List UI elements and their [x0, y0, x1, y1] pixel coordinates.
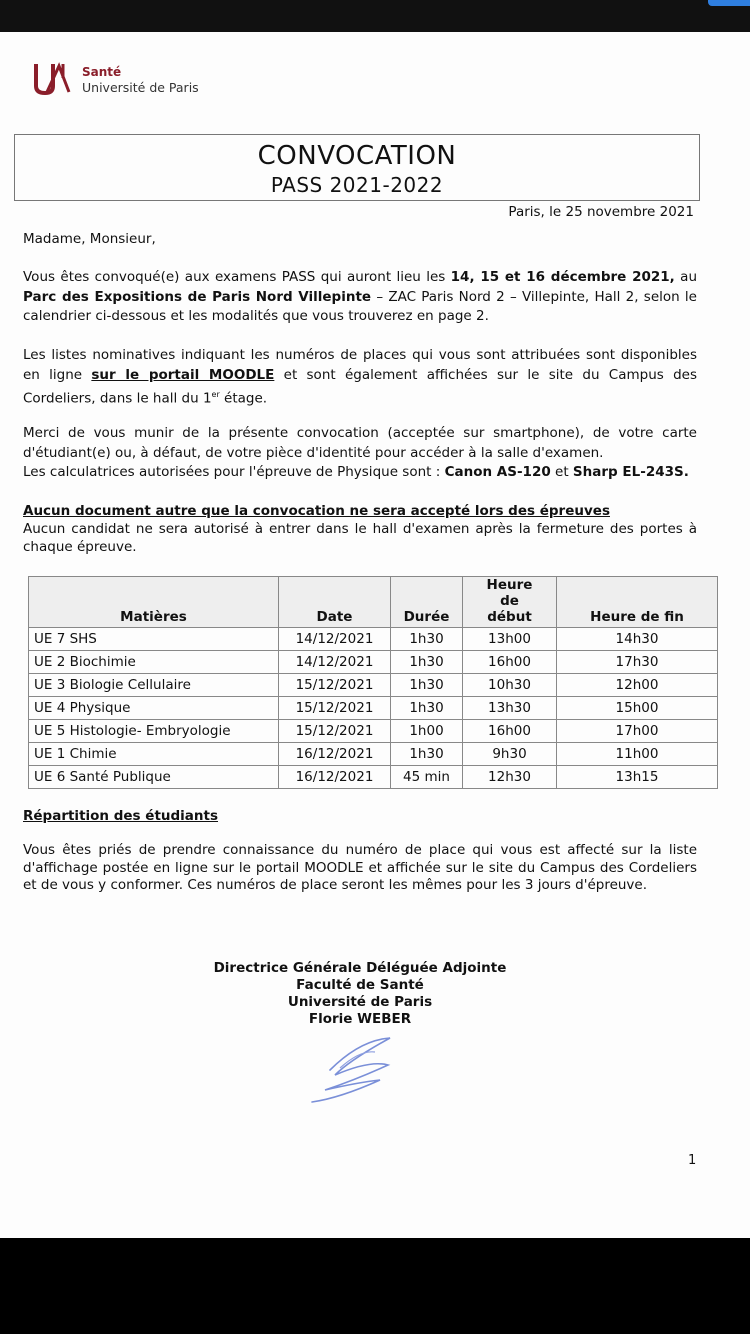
column-header: Heure de fin: [557, 577, 718, 628]
distribution-paragraph: Vous êtes priés de prendre connaissance du numéro de place qui vous est affecté sur la liste d'affichage postée en ligne sur le portail MOODLE et affichée sur le site du Campus des Cordeliers et de vous y conformer. Ces numéros de place seront les mêmes pour les 3 jours d'épreuve.: [23, 842, 697, 893]
table-cell: 17h30: [557, 651, 718, 674]
signatory-faculty: Faculté de Santé: [296, 977, 424, 993]
signatory-university: Université de Paris: [287, 994, 433, 1010]
title-box: [14, 134, 700, 201]
table-cell: 14h30: [557, 628, 718, 651]
text: au: [674, 269, 697, 285]
text: Merci de vous munir de la présente convocation (acceptée sur smartphone), de votre carte d'étudiant(e) ou, à défaut, de votre pièce d'identité pour accéder à la salle d'examen.: [23, 425, 697, 461]
warning-text: Aucun candidat ne sera autorisé à entrer dans le hall d'examen après la fermeture des portes à chaque épreuve.: [23, 521, 697, 555]
table-row: [29, 651, 718, 674]
calculator-1: Canon AS-120: [444, 464, 551, 480]
table-cell: 14/12/2021: [279, 628, 391, 651]
signature-block: [160, 960, 560, 1028]
table-cell: 9h30: [463, 743, 557, 766]
table-row: [29, 674, 718, 697]
date-line: Paris, le 25 novembre 2021: [508, 204, 694, 220]
table-cell: 17h00: [557, 720, 718, 743]
table-cell: UE 1 Chimie: [29, 743, 279, 766]
table-cell: 13h00: [463, 628, 557, 651]
logo-line-university: Université de Paris: [82, 80, 199, 95]
table-cell: UE 5 Histologie- Embryologie: [29, 720, 279, 743]
table-row: [29, 697, 718, 720]
bottom-bar: [0, 1238, 750, 1334]
column-header: Date: [279, 577, 391, 628]
table-cell: 15h00: [557, 697, 718, 720]
table-cell: 13h15: [557, 766, 718, 789]
requirements-paragraph: [23, 424, 697, 483]
exam-venue: Parc des Expositions de Paris Nord Villepinte: [23, 288, 372, 305]
logo-line-sante: Santé: [82, 65, 122, 79]
table-cell: 10h30: [463, 674, 557, 697]
table-row: [29, 743, 718, 766]
table-row: [29, 766, 718, 789]
table-cell: UE 2 Biochimie: [29, 651, 279, 674]
document-subtitle: PASS 2021-2022: [270, 173, 444, 197]
column-header: Matières: [29, 577, 279, 628]
table-cell: 1h30: [391, 743, 463, 766]
text: et: [550, 464, 573, 480]
text: et sont également affichées sur le site du Campus des Cordeliers, dans le hall du 1: [23, 366, 697, 407]
table-row: [29, 720, 718, 743]
table-cell: 16h00: [463, 651, 557, 674]
table-cell: 1h00: [391, 720, 463, 743]
table-cell: 15/12/2021: [279, 697, 391, 720]
table-cell: 16h00: [463, 720, 557, 743]
text: étage.: [219, 390, 268, 407]
table-cell: UE 6 Santé Publique: [29, 766, 279, 789]
university-logo-icon: [33, 60, 73, 96]
moodle-link[interactable]: sur le portail MOODLE: [91, 366, 275, 383]
warning-title: Aucun document autre que la convocation ne sera accepté lors des épreuves: [23, 503, 610, 519]
table-cell: 15/12/2021: [279, 674, 391, 697]
section-title: Répartition des étudiants: [23, 808, 219, 824]
table-cell: 11h00: [557, 743, 718, 766]
table-cell: 13h30: [463, 697, 557, 720]
table-cell: 14/12/2021: [279, 651, 391, 674]
table-cell: 15/12/2021: [279, 720, 391, 743]
warning-block: [23, 502, 697, 556]
table-cell: 16/12/2021: [279, 743, 391, 766]
table-row: [29, 628, 718, 651]
handwritten-signature-icon: [300, 1030, 410, 1110]
status-indicator: [708, 0, 750, 6]
status-bar: [0, 0, 750, 32]
text: – ZAC Paris Nord 2 – Villepinte, Hall 2, selon le calendrier ci-dessous et les modalités que vous trouverez en page 2.: [23, 288, 697, 324]
table-cell: 1h30: [391, 674, 463, 697]
table-cell: 16/12/2021: [279, 766, 391, 789]
salutation: Madame, Monsieur,: [23, 231, 156, 247]
text: Vous êtes convoqué(e) aux examens PASS qui auront lieu les: [23, 269, 451, 285]
logo-text: [82, 65, 199, 95]
calculator-2: Sharp EL-243S.: [572, 464, 689, 480]
table-header-row: [29, 577, 718, 628]
table-cell: 1h30: [391, 697, 463, 720]
column-header: Heure de début: [463, 577, 557, 628]
table-cell: UE 7 SHS: [29, 628, 279, 651]
table-cell: 12h00: [557, 674, 718, 697]
table-cell: 45 min: [391, 766, 463, 789]
table-cell: UE 4 Physique: [29, 697, 279, 720]
table-cell: UE 3 Biologie Cellulaire: [29, 674, 279, 697]
table-cell: 12h30: [463, 766, 557, 789]
exam-dates: 14, 15 et 16 décembre 2021,: [450, 269, 675, 285]
signatory-name: Florie WEBER: [308, 1011, 412, 1027]
document-title: CONVOCATION: [257, 141, 457, 171]
text: Les listes nominatives indiquant les numéros de places qui vous sont attribuées sont disponibles en ligne: [23, 347, 697, 383]
table-cell: 1h30: [391, 628, 463, 651]
superscript: er: [211, 390, 220, 399]
exam-schedule-table: [28, 576, 718, 789]
exam-paragraph: [23, 268, 697, 327]
column-header: Durée: [391, 577, 463, 628]
page-number: 1: [688, 1153, 697, 1168]
places-paragraph: [23, 346, 697, 409]
signatory-title: Directrice Générale Déléguée Adjointe: [213, 960, 507, 976]
table-cell: 1h30: [391, 651, 463, 674]
text: Les calculatrices autorisées pour l'épreuve de Physique sont :: [23, 464, 445, 480]
